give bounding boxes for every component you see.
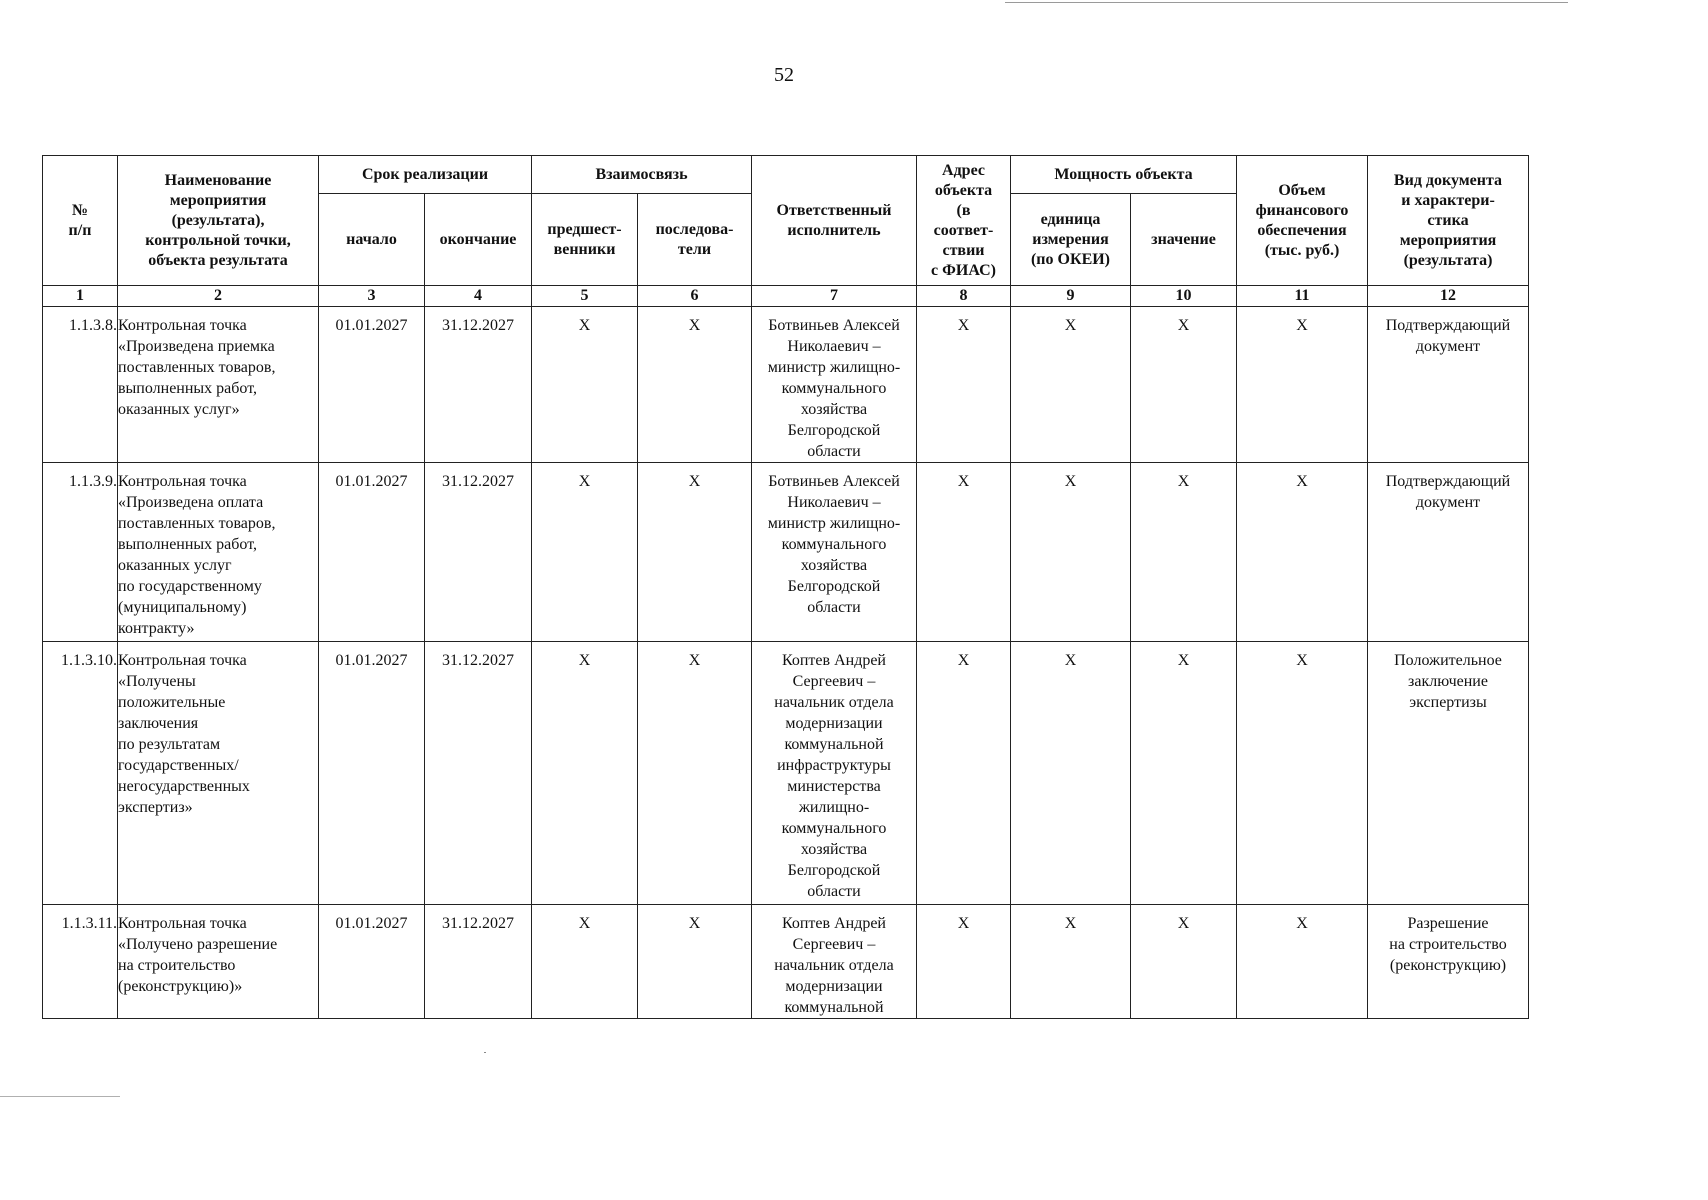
table-row (43, 642, 1529, 905)
row-start-date: 01.01.2027 (335, 317, 408, 334)
row-unit: Х (1064, 317, 1077, 334)
column-number: 8 (917, 286, 1011, 307)
row-end-date: 31.12.2027 (442, 915, 514, 932)
row-end-date: 31.12.2027 (442, 652, 514, 669)
row-unit: Х (1064, 915, 1077, 932)
header-period: Срок реализации (319, 156, 532, 194)
row-start-date: 01.01.2027 (335, 915, 408, 932)
row-funding: Х (1296, 652, 1308, 669)
row-number: 1.1.3.11. (61, 915, 117, 932)
header-capacity: Мощность объекта (1011, 156, 1237, 194)
column-number: 5 (532, 286, 638, 307)
header-no: № п/п (43, 156, 118, 286)
row-successors: Х (688, 473, 701, 490)
column-number: 6 (638, 286, 752, 307)
header-start: начало (319, 194, 425, 286)
row-name: Контрольная точка «Произведена приемка поставленных товаров, выполненных работ, оказанных услуг» (118, 317, 276, 418)
row-successors: Х (688, 915, 701, 932)
header-predecessors: предшест- венники (532, 194, 638, 286)
column-number: 2 (118, 286, 319, 307)
row-value: Х (1177, 317, 1190, 334)
row-doc-type: Подтверждающий документ (1385, 473, 1511, 511)
header-address: Адрес объекта (в соответ- ствии с ФИАС) (917, 156, 1011, 286)
row-doc-type: Подтверждающий документ (1385, 317, 1511, 355)
header-doc: Вид документа и характери- стика мероприятия (результата) (1368, 156, 1529, 286)
row-start-date: 01.01.2027 (335, 473, 408, 490)
header-funding: Объем финансового обеспечения (тыс. руб.) (1237, 156, 1368, 286)
row-name: Контрольная точка «Произведена оплата поставленных товаров, выполненных работ, оказанных услуг по государственному (муниципальному) контракту» (118, 473, 276, 637)
row-predecessors: Х (578, 652, 591, 669)
row-doc-type: Разрешение на строительство (реконструкцию) (1389, 915, 1507, 974)
column-number: 7 (752, 286, 917, 307)
scan-artifact-line (1005, 2, 1568, 3)
scan-artifact-dot (484, 1052, 486, 1053)
column-number: 4 (425, 286, 532, 307)
column-number-row (43, 286, 1529, 307)
table-row (43, 463, 1529, 642)
header-relation: Взаимосвязь (532, 156, 752, 194)
page-number: 52 (774, 64, 794, 86)
header-name: Наименование мероприятия (результата), контрольной точки, объекта результата (118, 156, 319, 286)
row-predecessors: Х (578, 317, 591, 334)
header-value: значение (1131, 194, 1237, 286)
row-address: Х (957, 473, 970, 490)
table-row (43, 307, 1529, 463)
row-end-date: 31.12.2027 (442, 473, 514, 490)
header-end: окончание (425, 194, 532, 286)
column-number: 9 (1011, 286, 1131, 307)
header-successors: последова- тели (638, 194, 752, 286)
header-responsible: Ответственный исполнитель (752, 156, 917, 286)
header-unit: единица измерения (по ОКЕИ) (1011, 194, 1131, 286)
row-number: 1.1.3.10. (61, 652, 117, 669)
column-number: 3 (319, 286, 425, 307)
row-name: Контрольная точка «Получено разрешение на строительство (реконструкцию)» (118, 915, 278, 995)
row-end-date: 31.12.2027 (442, 317, 514, 334)
row-responsible: Ботвиньев Алексей Николаевич – министр жилищно- коммунального хозяйства Белгородской области (767, 317, 901, 460)
row-number: 1.1.3.8. (69, 317, 117, 334)
row-predecessors: Х (578, 915, 591, 932)
row-responsible: Ботвиньев Алексей Николаевич – министр жилищно- коммунального хозяйства Белгородской области (767, 473, 901, 616)
row-unit: Х (1064, 473, 1077, 490)
scan-artifact-line (0, 1096, 120, 1097)
column-number: 12 (1368, 286, 1529, 307)
row-funding: Х (1296, 317, 1308, 334)
plan-table (42, 155, 1529, 1019)
row-unit: Х (1064, 652, 1077, 669)
column-number: 1 (43, 286, 118, 307)
row-doc-type: Положительное заключение экспертизы (1394, 652, 1502, 711)
row-value: Х (1177, 473, 1190, 490)
row-address: Х (957, 915, 970, 932)
row-responsible: Коптев Андрей Сергеевич – начальник отдела модернизации коммунальной (774, 915, 894, 1016)
row-responsible: Коптев Андрей Сергеевич – начальник отдела модернизации коммунальной инфраструктуры министерства жилищно- коммунального хозяйства Белгородской области (774, 652, 894, 900)
row-successors: Х (688, 317, 701, 334)
row-funding: Х (1296, 473, 1308, 490)
row-funding: Х (1296, 915, 1308, 932)
row-address: Х (957, 317, 970, 334)
row-name: Контрольная точка «Получены положительные заключения по результатам государственных/ негосударственных экспертиз» (118, 652, 250, 816)
row-start-date: 01.01.2027 (335, 652, 408, 669)
row-successors: Х (688, 652, 701, 669)
row-predecessors: Х (578, 473, 591, 490)
column-number: 11 (1237, 286, 1368, 307)
column-number: 10 (1131, 286, 1237, 307)
row-address: Х (957, 652, 970, 669)
table-row (43, 905, 1529, 1019)
row-value: Х (1177, 652, 1190, 669)
row-number: 1.1.3.9. (69, 473, 117, 490)
row-value: Х (1177, 915, 1190, 932)
